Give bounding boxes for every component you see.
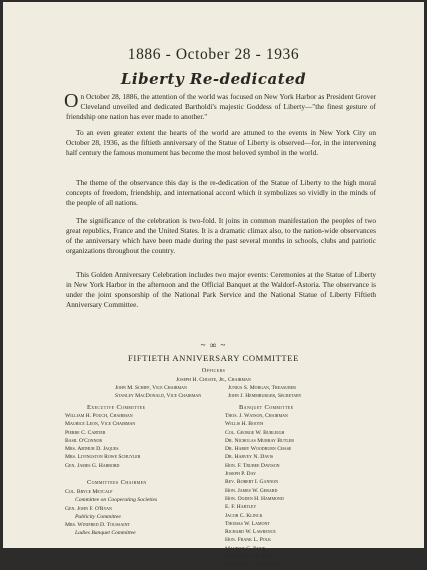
banquet-member: Jacob C. Klinck xyxy=(225,512,263,519)
committee-title: FIFTIETH ANNIVERSARY COMMITTEE xyxy=(128,353,299,363)
date-heading: 1886 - October 28 - 1936 xyxy=(127,46,300,63)
banquet-member: Willis H. Booth xyxy=(225,421,264,428)
officer-chairman: Joseph H. Choate, Jr., Chairman xyxy=(176,377,251,383)
script-subtitle: Liberty Re-dedicated xyxy=(120,70,307,88)
officer-left-1: John M. Schiff, Vice Chairman xyxy=(115,385,187,391)
banquet-member: Thomas W. Lamont xyxy=(225,520,270,527)
banquet-list xyxy=(225,412,294,570)
officer-right-1: Junius S. Morgan, Treasurer xyxy=(228,385,296,391)
banquet-member: Joseph P. Day xyxy=(225,471,256,478)
executive-member: Mrs. Arthur D. Jaques xyxy=(65,446,119,453)
program-page xyxy=(3,2,424,569)
chairman-committee: Committee on Cooperating Societies xyxy=(75,497,158,504)
executive-member: Pierre C. Cartier xyxy=(65,429,106,436)
officers-heading: Officers xyxy=(201,367,226,374)
banquet-member: Hon. Ogden H. Hammond xyxy=(225,495,284,502)
paragraph-2: To an even greater extent the hearts of the world are attuned to the events in New York City on October 28, 1936, as the fiftieth anniversary of the Statue of Liberty is observed—for, in the intervening half century the famous monument has become the most beloved symbol in the world. xyxy=(66,128,376,158)
chairmen-heading: Committees Chairmen xyxy=(87,479,147,486)
paragraph-1-text: n October 28, 1886, the attention of the world was focused on New York Harbor as President Grover Cleveland unveiled and dedicated Bartholdi's majestic Goddess of Liberty—"the finest gesture of friendship one nation has ever made to another." xyxy=(66,92,376,122)
executive-member: Mrs. Livingston Rowe Schuyler xyxy=(65,454,141,461)
banquet-member: Dr. Harvey N. Davis xyxy=(225,454,274,461)
chairman-name: Gen. John F. O'Ryan xyxy=(65,505,112,512)
ornament-divider: ~ ∞ ~ xyxy=(200,340,227,350)
banquet-member: Dr. Harry Woodburn Chase xyxy=(225,446,292,453)
banquet-member: Maurice G. Roux xyxy=(225,545,266,552)
executive-heading: Executive Committee xyxy=(87,404,146,411)
executive-member: Gen. James G. Harbord xyxy=(65,462,120,469)
banquet-member: Richard W. Lawrence xyxy=(225,529,276,536)
executive-member: Maurice Leon, Vice Chairman xyxy=(65,421,136,428)
drop-cap: O xyxy=(64,90,79,112)
banquet-member: Dr. Nicholas Murray Butler xyxy=(225,437,294,444)
paragraph-3: The theme of the observance this day is the re-dedication of the Statue of Liberty to the high moral concepts of freedom, friendship, and international accord which it symbolizes so vividly in the minds of the people of all nations. xyxy=(66,178,376,208)
banquet-heading: Banquet Committee xyxy=(239,404,294,411)
executive-member: Basil O'Connor xyxy=(65,437,103,444)
banquet-member: Col. George W. Burleigh xyxy=(225,429,285,436)
executive-list xyxy=(65,412,140,470)
executive-member: William H. Pouch, Chairman xyxy=(65,413,133,419)
banquet-member: Hon. James W. Gerard xyxy=(225,487,278,494)
paragraph-5: This Golden Anniversary Celebration includes two major events: Ceremonies at the Statue of Liberty in New York Harbor in the afternoon and the Official Banquet at the Waldorf-Astoria. The observance is under the joint sponsorship of the National Park Service and the National Statue of Liberty Fiftieth Anniversary Committee. xyxy=(66,270,376,310)
chairman-committee: Publicity Committee xyxy=(75,513,121,520)
chairman-name: Col. Bryce Metcalf xyxy=(65,489,113,495)
paragraph-4: The significance of the celebration is two-fold. It joins in common manifestation the peoples of two great republics, France and the United States. It is a dramatic climax also, to the nation-wide observances of the anniversary which have been made during the past several months in schools, clubs and patriotic organizations throughout the country. xyxy=(66,216,376,256)
banquet-member: E. F. Hartley xyxy=(225,504,257,511)
banquet-member: Rev. Robert I. Gannon xyxy=(225,479,279,486)
banquet-member: Hon. F. Trubee Davison xyxy=(225,462,280,469)
paragraph-1 xyxy=(66,92,376,122)
chairmen-list xyxy=(65,488,157,538)
banquet-member: Thos. J. Watson, Chairman xyxy=(225,413,288,419)
chairman-name: Mrs. Winifred D. Toussaint xyxy=(65,522,130,529)
banquet-member: Hon. Alfred E. Smith xyxy=(225,554,275,561)
officer-right-2: John J. Hemmburger, Secretary xyxy=(228,393,302,399)
chairman-committee: Ladies Banquet Committee xyxy=(75,530,136,537)
banquet-member: William K. Vanderbilt xyxy=(225,562,279,569)
banquet-member: Hon. Frank L. Polk xyxy=(225,537,272,544)
officer-left-2: Stanley MacDonald, Vice Chairman xyxy=(115,393,202,399)
